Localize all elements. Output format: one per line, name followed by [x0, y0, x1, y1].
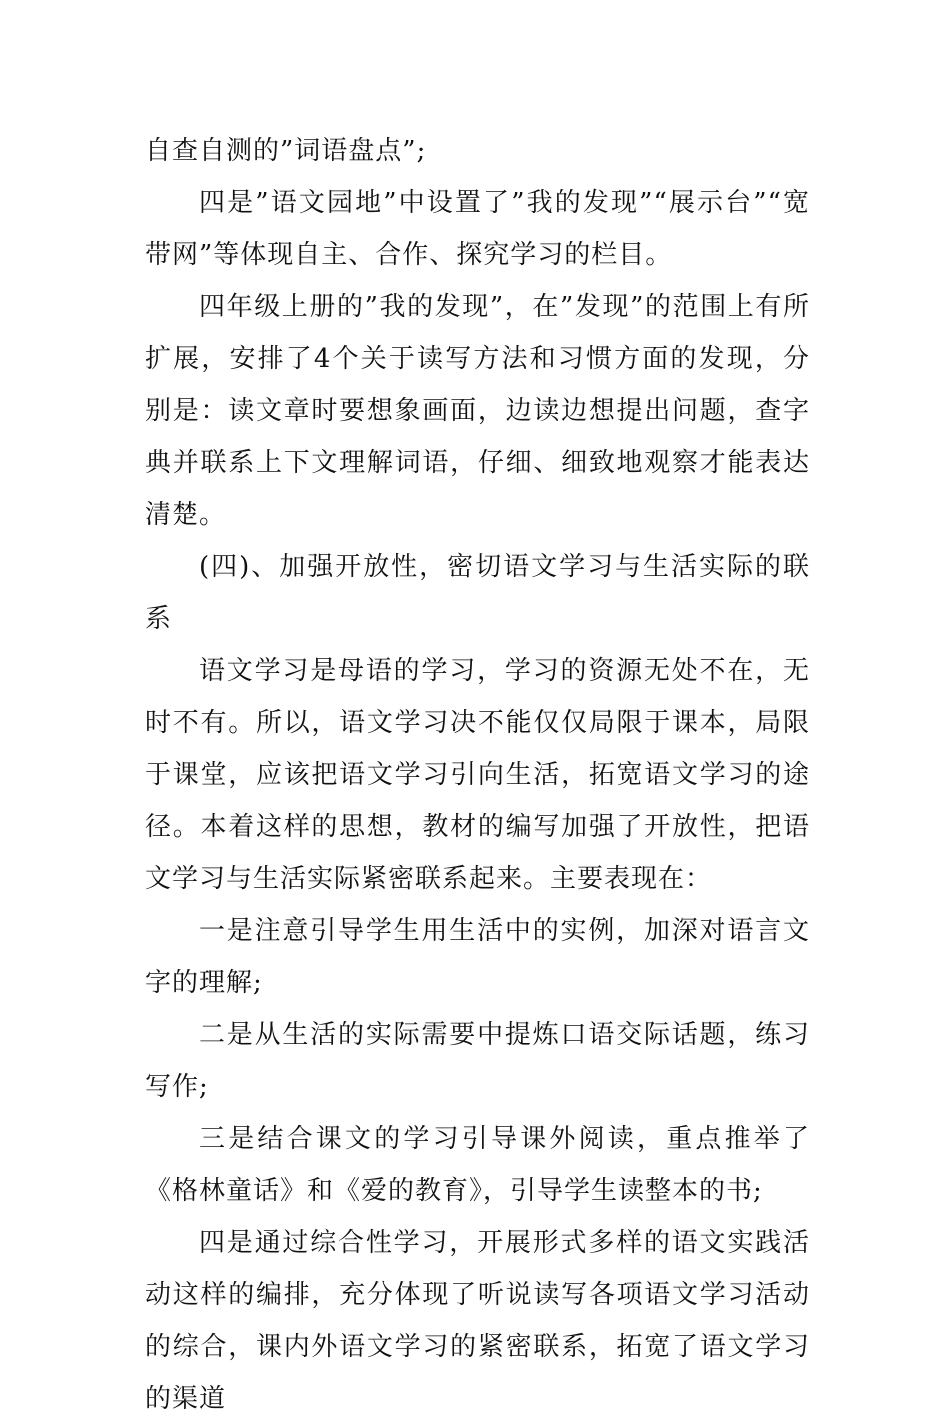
paragraph: 三是结合课文的学习引导课外阅读，重点推举了《格林童话》和《爱的教育》，引导学生读整本的书; [145, 1124, 810, 1206]
paragraph: 四是通过综合性学习，开展形式多样的语文实践活动这样的编排，充分体现了听说读写各项语文学习活动的综合，课内外语文学习的紧密联系，拓宽了语文学习的渠道 [145, 1228, 810, 1414]
document-body [145, 125, 810, 1425]
paragraph: 四年级上册的”我的发现”，在”发现”的范围上有所扩展，安排了4个关于读写方法和习惯方面的发现，分别是：读文章时要想象画面，边读边想提出问题，查字典并联系上下文理解词语，仔细、细致地观察才能表达清楚。 [145, 292, 810, 530]
paragraph-continuation: 自查自测的”词语盘点”; [145, 136, 427, 166]
paragraph: 四是”语文园地”中设置了”我的发现”“展示台”“宽带网”等体现自主、合作、探究学习的栏目。 [145, 188, 810, 270]
section-heading: (四)、加强开放性，密切语文学习与生活实际的联系 [145, 552, 810, 634]
paragraph: 二是从生活的实际需要中提炼口语交际话题，练习写作; [145, 1020, 810, 1102]
paragraph: 语文学习是母语的学习，学习的资源无处不在，无时不有。所以，语文学习决不能仅仅局限于课本，局限于课堂，应该把语文学习引向生活，拓宽语文学习的途径。本着这样的思想，教材的编写加强了开放性，把语文学习与生活实际紧密联系起来。主要表现在： [145, 656, 810, 894]
paragraph: 一是注意引导学生用生活中的实例，加深对语言文字的理解; [145, 916, 810, 998]
